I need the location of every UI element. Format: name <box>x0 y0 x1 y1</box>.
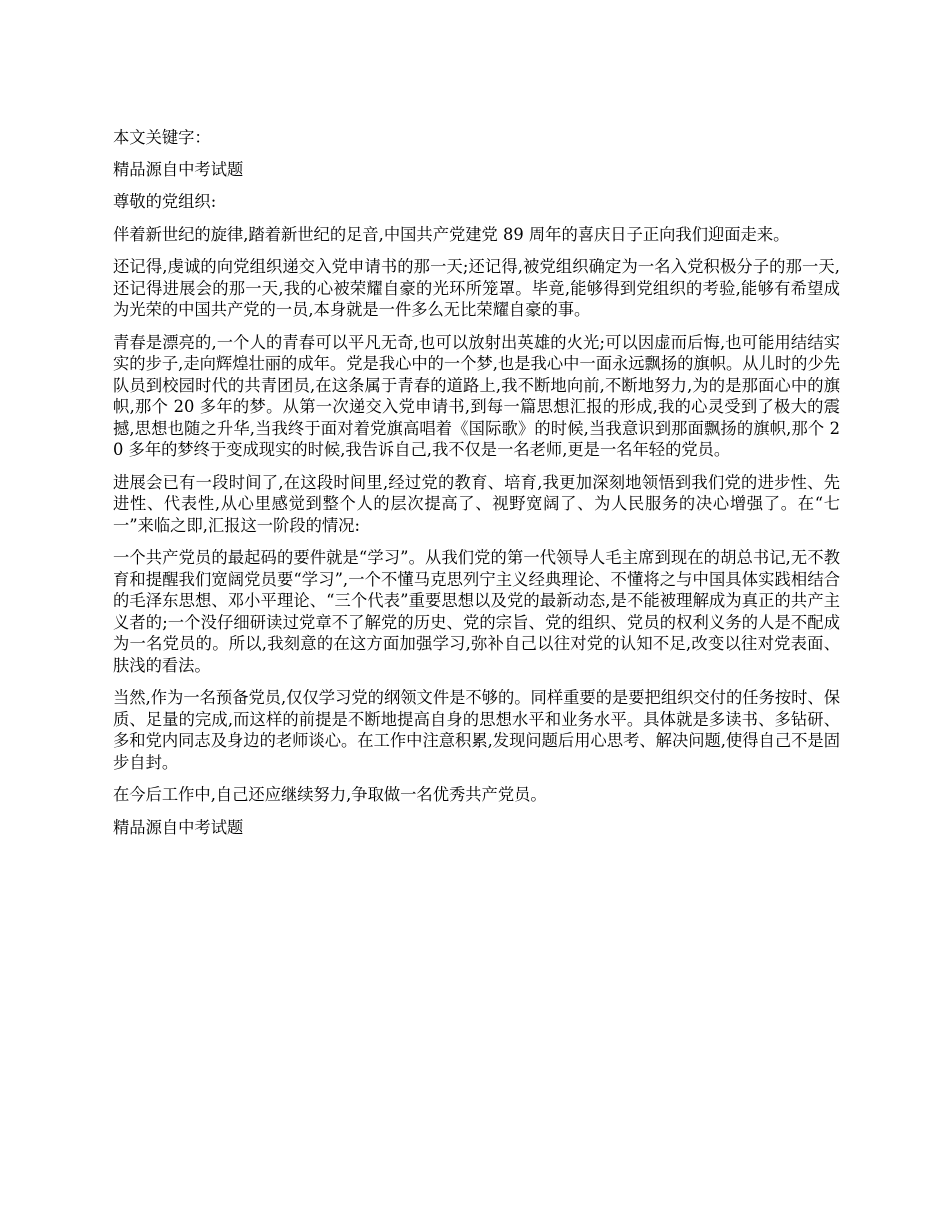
paragraph-6: 当然,作为一名预备党员,仅仅学习党的纲领文件是不够的。同样重要的是要把组织交付的任务按时、保质、足量的完成,而这样的前提是不断地提高自身的思想水平和业务水平。具体就是多读书、多钻研、多和党内同志及身边的老师谈心。在工作中注意积累,发现问题后用心思考、解决问题,使得自己不是固步自封。 <box>113 688 840 772</box>
paragraph-3: 青春是漂亮的,一个人的青春可以平凡无奇,也可以放射出英雄的火光;可以因虚而后悔,也可能用结结实实的步子,走向辉煌壮丽的成年。党是我心中的一个梦,也是我心中一面永远飘扬的旗帜。从儿时的少先队员到校园时代的共青团员,在这条属于青春的道路上,我不断地向前,不断地努力,为的是那面心中的旗帜,那个 20 多年的梦。从第一次递交入党申请书,到每一篇思想汇报的形成,我的心灵受到了极大的震撼,思想也随之升华,当我终于面对着党旗高唱着《国际歌》的时候,当我意识到那面飘扬的旗帜,那个 20 多年的梦终于变成现实的时候,我告诉自己,我不仅是一名老师,更是一名年轻的党员。 <box>113 332 840 459</box>
paragraph-7: 在今后工作中,自己还应继续努力,争取做一名优秀共产党员。 <box>113 785 547 804</box>
salutation: 尊敬的党组织: <box>113 192 217 211</box>
paragraph-4: 进展会已有一段时间了,在这段时间里,经过党的教育、培育,我更加深刻地领悟到我们党的进步性、先进性、代表性,从心里感觉到整个人的层次提高了、视野宽阔了、为人民服务的决心增强了。在“七一”来临之即,汇报这一阶段的情况: <box>113 472 840 535</box>
paragraph-5: 一个共产党员的最起码的要件就是“学习”。从我们党的第一代领导人毛主席到现在的胡总书记,无不教育和提醒我们宽阔党员要“学习”,一个不懂马克思列宁主义经典理论、不懂将之与中国具体实践相结合的毛泽东思想、邓小平理论、“三个代表”重要思想以及党的最新动态,是不能被理解成为真正的共产主义者的;一个没仔细研读过党章不了解党的历史、党的宗旨、党的组织、党员的权利义务的人是不配成为一名党员的。所以,我刻意的在这方面加强学习,弥补自己以往对党的认知不足,改变以往对党表面、肤浅的看法。 <box>113 548 840 675</box>
keyword-line: 精品源自中考试题 <box>113 159 244 179</box>
document-body <box>113 127 840 849</box>
paragraph-2: 还记得,虔诚的向党组织递交入党申请书的那一天;还记得,被党组织确定为一名入党积极分子的那一天,还记得进展会的那一天,我的心被荣耀自豪的光环所笼罩。毕竟,能够得到党组织的考验,能够有希望成为光荣的中国共产党的一员,本身就是一件多么无比荣耀自豪的事。 <box>113 257 840 319</box>
footer-line: 精品源自中考试题 <box>113 817 244 837</box>
keywords-label: 本文关键字： <box>113 128 211 147</box>
paragraph-1: 伴着新世纪的旋律,踏着新世纪的足音,中国共产党建党 89 周年的喜庆日子正向我们迎面走来。 <box>113 224 790 244</box>
